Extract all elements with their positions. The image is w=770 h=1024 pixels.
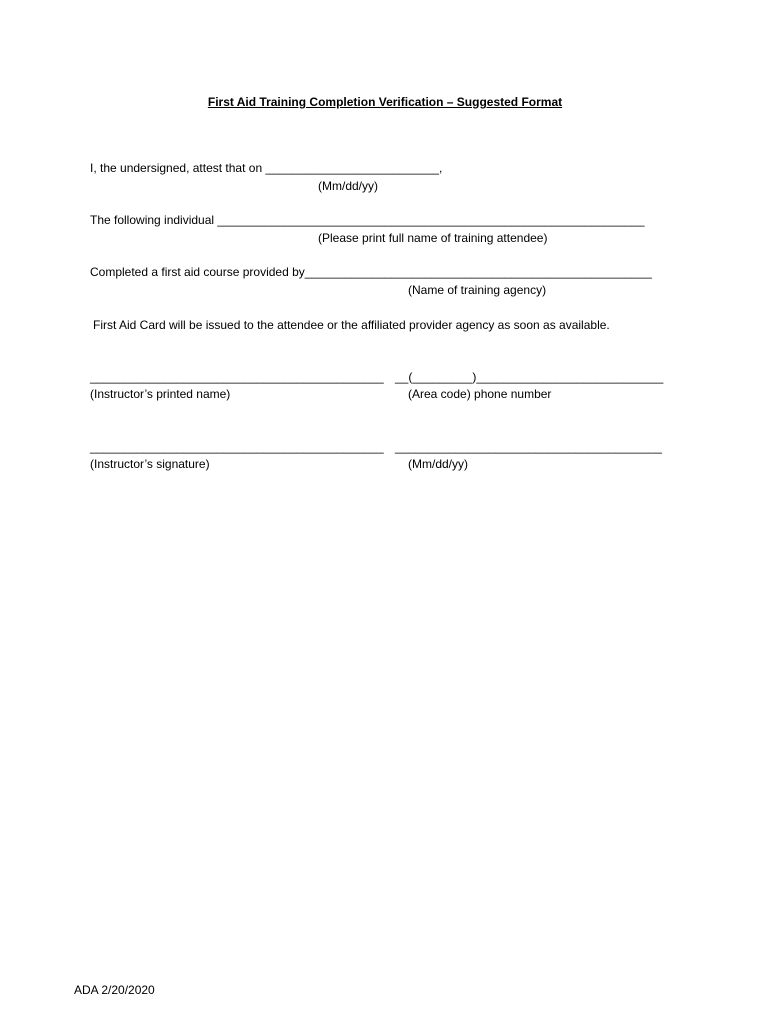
phone-number-line: __(_________)____________________________ — [395, 370, 664, 384]
training-agency-caption: (Name of training agency) — [408, 283, 547, 297]
document-title: First Aid Training Completion Verification – Suggested Format — [207, 95, 563, 109]
footer-version: ADA 2/20/2020 — [74, 983, 155, 997]
instructor-name-line: ____________________________________________ — [90, 370, 384, 384]
attest-date-line: I, the undersigned, attest that on __________________________, — [90, 161, 443, 175]
phone-number-caption: (Area code) phone number — [408, 387, 552, 401]
instructor-signature-caption: (Instructor’s signature) — [90, 457, 210, 471]
training-agency-line: Completed a first aid course provided by____________________________________________________ — [90, 265, 652, 279]
instructor-name-caption: (Instructor’s printed name) — [90, 387, 231, 401]
individual-name-caption: (Please print full name of training attendee) — [318, 231, 548, 245]
attest-date-caption: (Mm/dd/yy) — [318, 179, 378, 193]
signature-date-caption: (Mm/dd/yy) — [408, 457, 468, 471]
signature-date-line: ________________________________________ — [395, 440, 662, 454]
card-issuance-notice: First Aid Card will be issued to the attendee or the affiliated provider agency as soon as available. — [93, 318, 610, 332]
instructor-signature-line: ____________________________________________ — [90, 440, 384, 454]
individual-name-line: The following individual ________________________________________________________________ — [90, 213, 645, 227]
